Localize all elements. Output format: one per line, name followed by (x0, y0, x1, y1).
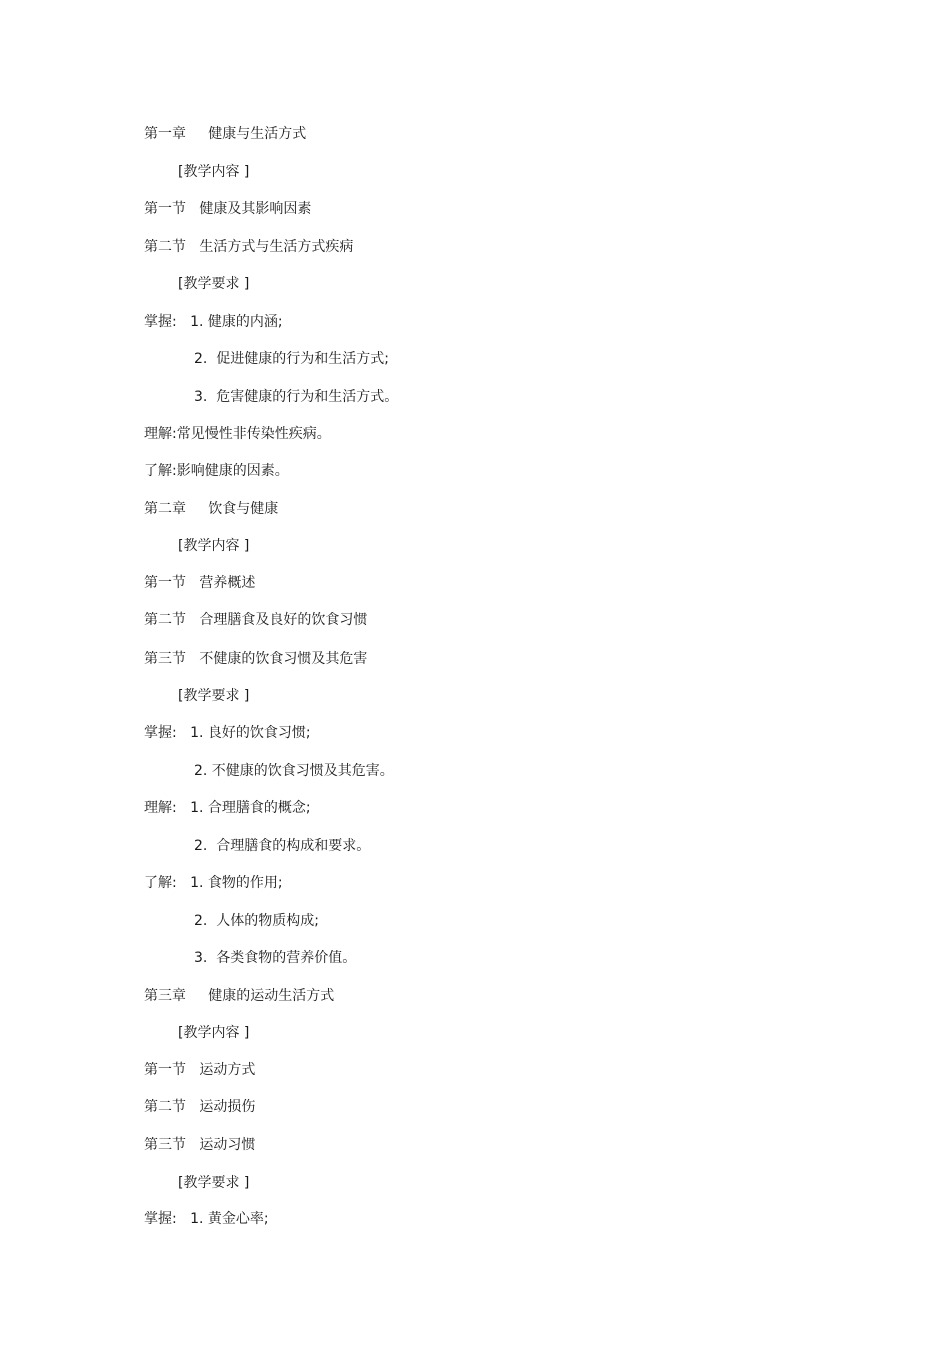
section-heading: 第三节 运动习惯 (144, 1137, 256, 1153)
requirement-line: 掌握: 1. 良好的饮食习惯; (144, 725, 311, 741)
section-heading: 第二节 生活方式与生活方式疾病 (144, 239, 354, 255)
teaching-content-label: [教学内容 ] (178, 1025, 250, 1041)
requirement-line: 理解: 1. 合理膳食的概念; (144, 800, 311, 816)
teaching-content-label: [教学内容 ] (178, 538, 250, 554)
section-heading: 第二节 合理膳食及良好的饮食习惯 (144, 612, 368, 628)
requirement-item: 2. 不健康的饮食习惯及其危害。 (194, 763, 394, 779)
section-heading: 第一节 运动方式 (144, 1062, 256, 1078)
teaching-content-label: [教学内容 ] (178, 164, 250, 180)
teaching-requirements-label: [教学要求 ] (178, 1175, 250, 1191)
requirement-item: 2. 合理膳食的构成和要求。 (194, 838, 371, 854)
chapter-heading: 第一章 健康与生活方式 (144, 126, 307, 142)
teaching-requirements-label: [教学要求 ] (178, 688, 250, 704)
requirement-line: 了解:影响健康的因素。 (144, 463, 289, 479)
requirement-line: 掌握: 1. 黄金心率; (144, 1211, 269, 1227)
requirement-item: 3. 危害健康的行为和生活方式。 (194, 389, 399, 405)
requirement-item: 2. 人体的物质构成; (194, 913, 319, 929)
section-heading: 第三节 不健康的饮食习惯及其危害 (144, 651, 368, 667)
section-heading: 第一节 营养概述 (144, 575, 256, 591)
teaching-requirements-label: [教学要求 ] (178, 276, 250, 292)
requirement-item: 2. 促进健康的行为和生活方式; (194, 351, 389, 367)
chapter-heading: 第二章 饮食与健康 (144, 501, 279, 517)
requirement-item: 3. 各类食物的营养价值。 (194, 950, 357, 966)
chapter-heading: 第三章 健康的运动生活方式 (144, 988, 335, 1004)
requirement-line: 掌握: 1. 健康的内涵; (144, 314, 283, 330)
section-heading: 第一节 健康及其影响因素 (144, 201, 312, 217)
section-heading: 第二节 运动损伤 (144, 1099, 256, 1115)
requirement-line: 了解: 1. 食物的作用; (144, 875, 283, 891)
requirement-line: 理解:常见慢性非传染性疾病。 (144, 426, 331, 442)
